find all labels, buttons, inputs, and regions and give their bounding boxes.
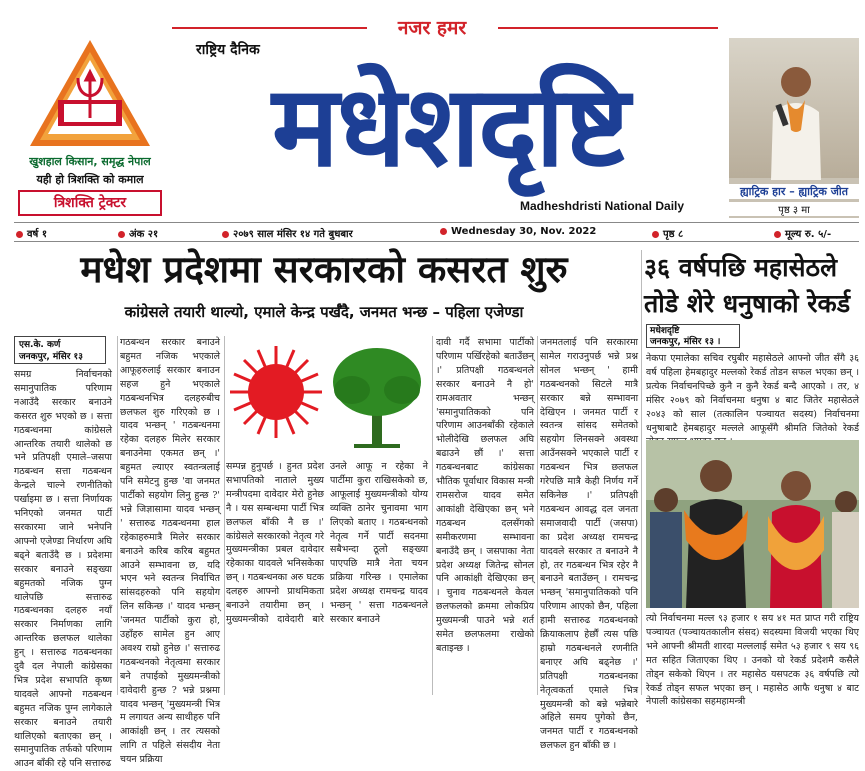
price: मूल्य रु. ५/- [774,226,831,240]
byline-place: जनकपुर, मंसिर १३ [19,352,83,362]
side-story-photo [646,440,859,608]
page-count: पृष्ठ ८ [652,226,683,240]
lead-column-2: गठबन्धन सरकार बनाउने बहुमत नजिक भएकाले आफूहरुलाई सरकार बनाउन सहज हुने भएकाले गठबन्धनभित्र दलहरुबीच छलफल शुरु गरिएको छ । यादव भन्छन् ' गठबन्धनमा रहेका दलहरु मिलेर सरकार बनाउनेमा एकमत छन् ।' बहुमत ल्याएर स्वतन्त्रलाई पनि समेटनु हुन्छ 'वा जनमत पार्टीको सहयोग लिनु हुन्छ ?' भन्ने जिज्ञासामा यादव भन्छन् ' सत्तारुढ गठबन्धनमा हाल रहेकाहरुमात्रै मिलेर सरकार बनाउने करिब करिब बहुमत आउने सम्भावना छ, यदि भएन भने स्वतन्त्र निर्वाचित सांसदहरुको पनि सहयोग लिन सकिन्छ ।' यादव भन्छन् 'जनमत पार्टीको कुरा हो, उहाँहरु सामेल हुन आए अवश्य राम्रो हुनेछ ।' सत्तारुढ गठबन्धनको नेतृत्वमा सरकार बने तपाईको मुख्यमन्त्रीको दावेदारी हुन्छ ? भन्ने प्रश्नमा यादव भन्छन् 'मुख्यमन्त्री भित्र म लगायत अन्य साथीहरु पनि आकांक्षी छन् । तर त्यसको लागि त पहिले संसदीय नेता चयन प्रक्रिया [120,337,220,766]
lead-column-5: जनमतलाई पनि सरकारमा सामेल गराउनुपर्छ भन्ने प्रश्न सोनल भन्छन् ' हामी गठबन्धनको सिटले मात्रै सरकार बन्ने सम्भावना देखिएन । जनमत पार्टी र स्वतन्त्र सांसद समेतको सहयोग लिनसक्ने अवस्था आउँनसक्ने भएकाले पार्टी र गठबन्धन भित्र छलफल गरेपछि मात्रै केही निर्णय गर्ने सकिनेछ ।' प्रतिपक्षी गठबन्धन आवद्ध दल जनता समाजवादी पार्टी (जसपा) का प्रदेश अध्यक्ष रामचन्द्र यादवले सरकार त बनाउने नै हो, तर गठबन्धन भित्र रहेर नै बनाउने बताउँछन् । रामचन्द्र भन्छन् 'समानुपातिकको पनि परिणाम आएको छैन, पहिला हामी सत्तारुढ गठबन्धनको क्रियाकलाप हेर्छौं त्यस पछि हाम्रो गठबन्धनले रणनीति बनाएर अघि बढ्नेछ ।' प्रतिपक्षी गठबन्धनका नेतृत्वकर्ता एमाले भित्र मुख्यमन्त्री को बन्ने भन्नेबारे अहिले समय पुगेको छैन, जनमत पार्टी र गठबन्धनको छलफल हुन बाँकी छ । [540,337,638,752]
lead-column-1: समग्र निर्वाचनको समानुपातिक परिणाम नआउँदै सरकार बनाउने कसरत शुरु भएको छ । सत्ता गठबन्धनमा कांग्रेसले आन्तरिक तयारी थालेको छ भने प्रतिपक्षी एमाले–जसपा गठबन्धन सत्ता गठबन्धन केन्द्रले चाल्ने रणनीतिको पर्खाइमा छ । सत्ता निर्णायक भनिएको जनमत पार्टी सरकारमा जाने भनेपनि आफ्नो एजेण्डा निर्धारण अघि बढ्ने बताउँदै छ । प्रदेशमा सरकार बनाउने सङ्ख्या बहुमतको नजिक पुग्न थालेपछि सत्तारुढ गठबन्धनका दलहरु नयाँ सरकार निर्माणका लागि आन्तरिक छलफल थालेका हुन् । सत्तारुढ गठबन्धनका दुवै दल नेपाली कांग्रेसका भित्र प्रदेश सभापति कृष्ण यादवले आफ्नो गठबन्धन बहुमत नजिक पुग्न लागेकाले सरकार बनाउने तयारी थालिएको बताएका छन् । समानुपातिक तर्फको परिणाम आउन बाँकी रहे पनि सत्तारुढ [14,369,112,770]
promo-box[interactable] [729,38,859,218]
side-byline-name: मधेशदृष्टि [650,326,680,336]
byline-name: एस.के. कर्ण [19,340,61,350]
promo-caption: ह्याट्रिक हार – ह्याट्रिक जीत [729,184,859,199]
newspaper-title: मधेशदृष्टि [272,62,628,192]
side-after-photo-text: त्यो निर्वाचनमा मल्ल ९३ हजार १ सय ४१ मत प्राप्त गरी राष्ट्रिय पञ्चायत (पञ्चायतकालीन संसद) सदस्यमा विजयी भएका थिए भने आफ्नी श्रीमती शारदा मल्ललाई समेत ५३ हजार ९ सय ९६ मत सहित जिताएका थिए । उनको यो रेकर्ड प्रदेशमै कसैले तोड्न सकेको थिएन । तर महासेठ यसपटक ३६ वर्षपछि त्यो रेकर्ड तोड्न सफल भएका छन् । महासेठ आफै धनुषा ४ बाट नेपाली कांग्रेसका सहमहामन्त्री [646,613,859,708]
side-byline-place: जनकपुर, मंसिर १३ । [650,337,721,347]
nepali-date: २०७९ साल मंसिर १४ गते बुधबार [222,226,353,240]
column-divider [224,336,225,695]
advert-line-2: यही हो त्रिशक्ति को कमाल [36,173,144,186]
side-headline[interactable]: ३६ वर्षपछि महासेठले तोडे शेरे धनुषाको रेकर्ड [644,253,851,318]
issue-info: अंक २१ [118,226,158,240]
column-divider [117,336,118,695]
side-byline [646,324,740,348]
tagline: राष्ट्रिय दैनिक [196,42,260,58]
lead-subheadline: कांग्रेसले तयारी थाल्यो, एमाले केन्द्र पर्खँदै, जनमत भन्छ – पहिला एजेण्डा [124,303,524,321]
trishakti-logo-icon [28,38,152,150]
lead-byline [14,336,106,364]
lead-headline[interactable]: मधेश प्रदेशमा सरकारको कसरत शुरु [80,248,568,291]
celebration-photo-icon [646,440,859,608]
side-lead-text: नेकपा एमालेका सचिव रघुबीर महासेठले आफ्नो जीत सँगै ३६ वर्ष पहिला हेमबहादुर मल्लको रेकर्ड तोडन सफल भएका छन् । प्रत्येक निर्वाचनपिच्छे कुनै न कुनै रेकर्ड बन्दै आएको । तर, ४ मंसिर २०७९ को निर्वाचनमा धनुषा ४ बाट जितेर महासेठले २०४३ को साल (तत्कालिन पञ्चायत सदस्य) निर्वाचनमा धनुषाबाटै हेमबहादुर मल्लले आफूसँगै श्रीमति जितेको रेकर्ड [646,353,859,434]
year-info: वर्ष १ [16,226,47,240]
advert-line-1: खुशहाल किसान, समृद्ध नेपाल [29,155,151,168]
english-date: Wednesday 30, Nov. 2022 [440,226,596,237]
column-divider [432,336,433,695]
promo-page-ref: पृष्ठ ३ मा [729,202,859,216]
sun-logo-icon [230,346,322,438]
advert-brand: त्रिशक्ति ट्रेक्टर [18,190,162,216]
party-logos [226,336,428,456]
lead-column-4: दावी गर्दै सभामा पार्टीको परिणाम पर्खिरहेको बताउँछन् ।' प्रतिपक्षी गठबन्धनले सरकार बनाउने नै हो' रामअवतार भन्छन् 'समानुपातिकको पनि परिणाम आउनबाँकी रहेकाले भोलीदेखि छलफल अघि बढाउने छौं ।' सत्ता गठबन्धनबाट कांग्रेसका भौतिक पूर्वाधार विकास मन्त्री रामसरोज यादव समेत आकांक्षी देखिएका छन् भने गठबन्धन दलसँगको समीकरणमा सम्भावना बनाउँदै छन् । जसपाका नेता प्रदेश अध्यक्ष जितेन्द्र सोनल पनि आकांक्षी देखिएका छन् । चुनाव गठबन्धनले केवल छलफलको क्रममा लोकप्रिय मुख्यमन्त्री पाउने भन्ने शर्त समेत छलफलमा राखेको बताइन्छ । [436,337,534,654]
tree-logo-icon [333,348,421,448]
section-divider [641,250,642,695]
slogan-rule-left [172,27,367,29]
top-slogan: नजर हमर [397,17,467,39]
issue-info-bar [14,222,859,242]
tractor-advert [14,38,166,218]
slogan-rule-right [498,27,718,29]
english-title: Madheshdristi National Daily [520,199,685,213]
politician-photo-icon [765,60,827,180]
lead-column-3: सम्पन्न हुनुपर्छ । हुनत प्रदेश सभापतिको नाताले मुख्य मन्त्रीपदमा दावेदार मेरो हुनेछ नै । यस सम्बन्धमा पार्टी भित्र छलफल बाँकी नै छ ।' कांग्रेसले सरकारको नेतृत्व गरे मुख्यमन्त्रीका प्रबल दावेदार रहेकाका यादवले भनिसकेका छन् । गठबन्धनका अरु घटक दलहरु आफ्नो प्राथमिकता बनाउने तयारीमा छन् । मुख्यमन्त्रीको दावेदारी बारे उनले आफू न रहेका ने पार्टीमा कुरा राखिसकेको छ, आफूलाई मुख्यमन्त्रीको योग्य व्यक्ति ठानेर चुनावमा भाग लिएको बताए । गठबन्धनको नेतृत्व गर्ने पार्टी सदनमा सबैभन्दा ठूलो सङ्ख्या पाएपछि मात्रै नेता चयन प्रक्रिया गरिन्छ । एमालेका प्रदेश अध्यक्ष रामचन्द्र यादव भन्छन् ' सत्ता गठबन्धनले सरकार बनाउने [226,461,428,625]
column-divider [537,336,538,695]
